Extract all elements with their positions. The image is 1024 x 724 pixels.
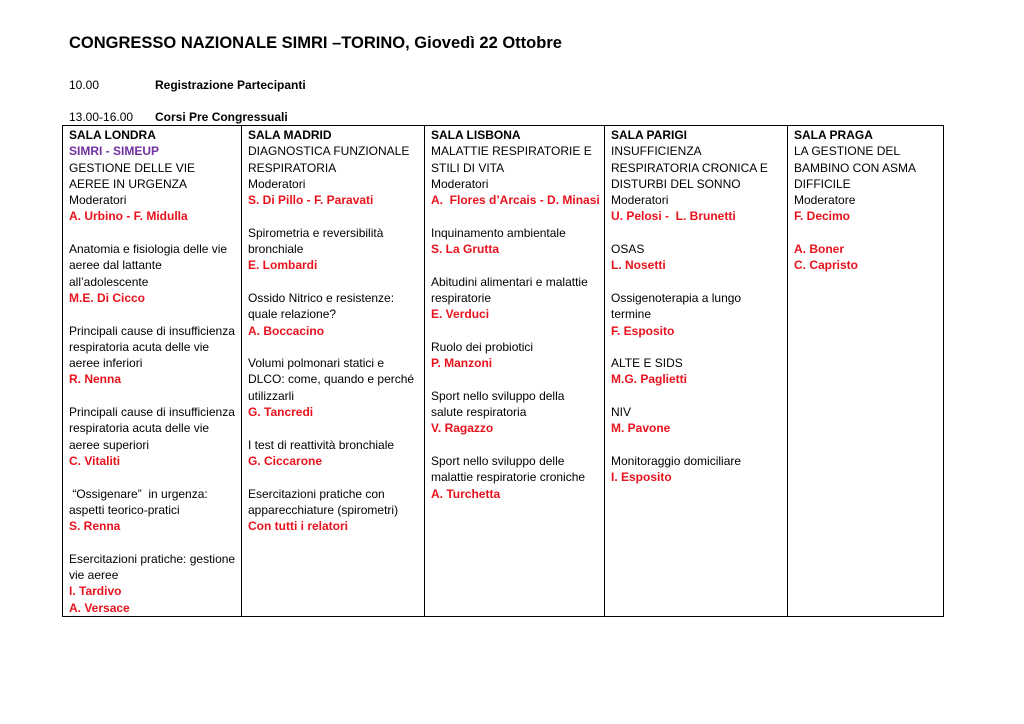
talk-speaker: M.G. Paglietti <box>611 372 688 387</box>
talk-title: Spirometria e reversibilità bronchiale <box>248 225 384 257</box>
organizer-label: SIMRI - SIMEUP <box>69 144 160 159</box>
room-column-parigi <box>605 126 788 617</box>
talk-title: ALTE E SIDS <box>611 356 683 371</box>
talk-title: Principali cause di insufficienza respiratoria acuta delle vie aeree inferiori <box>69 323 235 371</box>
schedule-label: Registrazione Partecipanti <box>155 78 306 92</box>
talk-title: Ossido Nitrico e resistenze: quale relazione? <box>248 290 395 322</box>
talk-title: Esercitazioni pratiche: gestione vie aeree <box>69 551 236 583</box>
schedule-label: Corsi Pre Congressuali <box>155 110 288 124</box>
room-column-lisbona <box>425 126 605 617</box>
talk-speaker: L. Nosetti <box>611 258 666 273</box>
talk-title: Ossigenoterapia a lungo termine <box>611 290 742 322</box>
talk-speaker: P. Manzoni <box>431 356 493 371</box>
talk-speaker: E. Verduci <box>431 307 490 322</box>
talk-speaker: Con tutti i relatori <box>248 519 348 534</box>
talk-title: I test di reattività bronchiale <box>248 437 395 452</box>
room-column-madrid <box>242 126 425 617</box>
course-title: INSUFFICIENZA RESPIRATORIA CRONICA E DISTURBI DEL SONNO <box>611 144 768 191</box>
room-column-londra <box>63 126 242 617</box>
talk-title: Principali cause di insufficienza respiratoria acuta delle vie aeree superiori <box>69 405 235 452</box>
course-title: MALATTIE RESPIRATORIE E STILI DI VITA <box>431 144 592 175</box>
talk-speaker: A. Versace <box>69 600 130 615</box>
schedule-time: 10.00 <box>69 78 100 92</box>
talk-title: Volumi polmonari statici e DLCO: come, quando e perché utilizzarli <box>248 356 415 403</box>
talk-speaker: M. Pavone <box>611 421 671 436</box>
course-title: LA GESTIONE DEL BAMBINO CON ASMA DIFFICILE <box>794 144 916 191</box>
room-name: SALA PRAGA <box>794 128 873 142</box>
courses-table <box>62 125 944 617</box>
talk-speaker: I. Tardivo <box>69 584 122 599</box>
moderators-names: A. Flores d’Arcais - D. Minasi <box>431 193 600 208</box>
talk-title: Sport nello sviluppo della salute respiratoria <box>431 388 565 420</box>
room-name: SALA PARIGI <box>611 128 688 142</box>
room-name: SALA LONDRA <box>69 128 156 142</box>
talk-title: Abitudini alimentari e malattie respiratorie <box>431 274 588 305</box>
talk-speaker: E. Lombardi <box>248 258 318 273</box>
moderators-label: Moderatori <box>431 176 489 191</box>
talk-speaker: G. Ciccarone <box>248 453 323 468</box>
course-title: GESTIONE DELLE VIE AEREE IN URGENZA <box>69 160 196 191</box>
talk-title: Sport nello sviluppo delle malattie respiratorie croniche <box>431 453 586 485</box>
moderators-names: A. Urbino - F. Midulla <box>69 209 188 224</box>
speaker-name: A. Boner <box>794 242 845 257</box>
moderators-names: S. Di Pillo - F. Paravati <box>248 193 374 208</box>
talk-title: “Ossigenare” in urgenza: aspetti teorico-pratici <box>69 486 212 517</box>
talk-title: Ruolo dei probiotici <box>431 339 534 354</box>
talk-speaker: S. Renna <box>69 519 121 534</box>
room-name: SALA MADRID <box>248 128 332 142</box>
talk-title: Monitoraggio domiciliare <box>611 453 742 468</box>
talk-title: Esercitazioni pratiche con apparecchiature (spirometri) <box>248 486 399 517</box>
moderators-label: Moderatori <box>248 176 306 191</box>
course-title: DIAGNOSTICA FUNZIONALE RESPIRATORIA <box>248 144 410 175</box>
room-column-praga <box>788 126 944 617</box>
talk-title: Anatomia e fisiologia delle vie aeree dal lattante all’adolescente <box>69 242 228 289</box>
talk-speaker: V. Ragazzo <box>431 421 494 436</box>
room-name: SALA LISBONA <box>431 128 521 142</box>
moderators-label: Moderatore <box>794 193 856 208</box>
talk-speaker: F. Esposito <box>611 323 675 338</box>
talk-speaker: G. Tancredi <box>248 405 314 420</box>
talk-title: OSAS <box>611 242 645 257</box>
schedule-row-registration <box>69 78 306 92</box>
talk-title: Inquinamento ambientale <box>431 225 566 240</box>
moderators-label: Moderatori <box>611 193 669 208</box>
talk-speaker: C. Vitaliti <box>69 453 121 468</box>
schedule-time: 13.00-16.00 <box>69 110 134 124</box>
talk-speaker: S. La Grutta <box>431 242 500 257</box>
speaker-name: C. Capristo <box>794 258 859 273</box>
talk-speaker: A. Boccacino <box>248 323 325 338</box>
talk-speaker: I. Esposito <box>611 470 672 485</box>
moderators-names: F. Decimo <box>794 209 851 224</box>
talk-title: NIV <box>611 405 632 420</box>
page-title: CONGRESSO NAZIONALE SIMRI –TORINO, Giovedì 22 Ottobre <box>69 34 562 52</box>
talk-speaker: A. Turchetta <box>431 486 501 501</box>
schedule-row-courses <box>69 110 288 124</box>
talk-speaker: M.E. Di Cicco <box>69 290 146 305</box>
talk-speaker: R. Nenna <box>69 372 122 387</box>
moderators-names: U. Pelosi - L. Brunetti <box>611 209 736 224</box>
moderators-label: Moderatori <box>69 193 127 208</box>
